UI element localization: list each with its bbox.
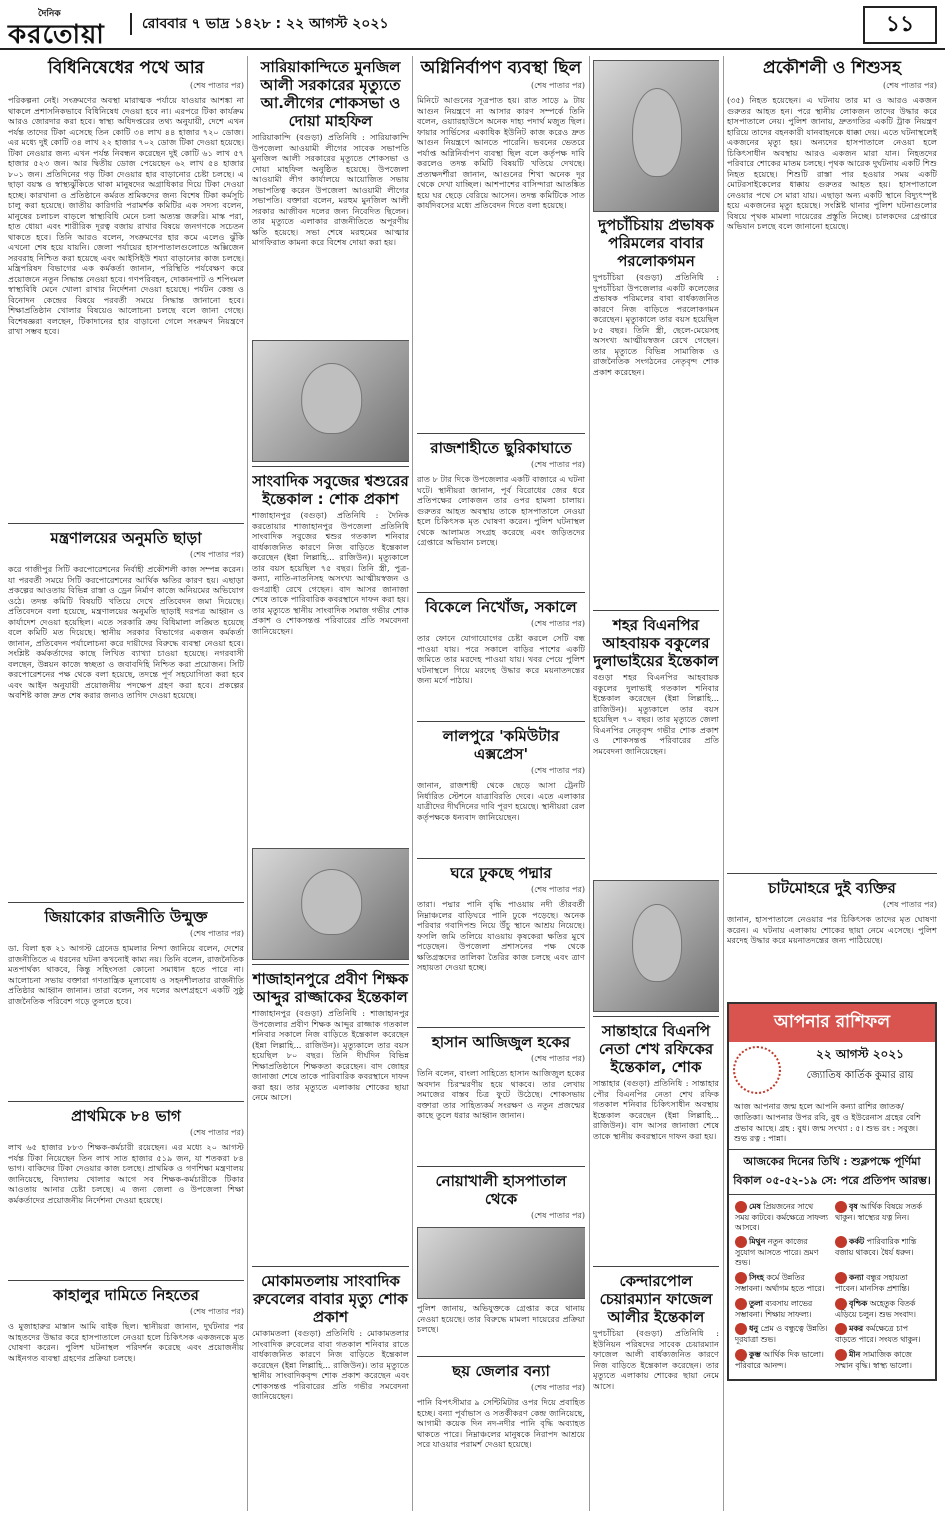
horoscope-sign (732, 1321, 832, 1347)
horoscope-sign (732, 1296, 832, 1322)
continued-note: (শেষ পাতার পর) (530, 1383, 585, 1393)
horoscope-sign (732, 1270, 832, 1296)
article (252, 58, 409, 332)
article-headline: প্রাথমিকে ৮৪ ভাগ (71, 1107, 181, 1126)
article (417, 858, 585, 1019)
article-body: মোকামতলা (বগুড়া) প্রতিনিধি : মোকামতলার সাংবাদিক রুবেলের বাবা গতকাল শনিবার রাতে বার্ধক্যজনিত কারণে নিজ বাড়িতে ইন্তেকাল করেছেন (ইন্না লিল্লাহি... রাজিউন)। তার মৃত্যুতে স্থানীয় সাংবাদিকবৃন্দ শোক প্রকাশ করেছেন এবং শোকসন্তপ্ত পরিবারের প্রতি গভীর সমবেদনা জানিয়েছেন। (252, 1328, 409, 1401)
logo-main-text: করতোয়া (8, 20, 105, 50)
article (417, 1166, 585, 1348)
horoscope-tithi: আজকের দিনের তিথি : শুক্লপক্ষে পূর্ণিমা বিকাল ০৫-৫২-১৯ সে: পরে প্রতিপদ আরম্ভ। (729, 1149, 935, 1195)
zodiac-sign-icon (835, 1323, 847, 1335)
article (417, 592, 585, 713)
face-shape (632, 904, 682, 981)
horoscope-title: আপনার রাশিফল (729, 1004, 935, 1042)
sign-name: কুম্ভ (749, 1350, 761, 1360)
continued-note: (শেষ পাতার পর) (530, 766, 585, 776)
article-body: পানি বিপৎসীমার ৯ সেন্টিমিটার ওপর দিয়ে প্রবাহিত হচ্ছে। বন্যা পূর্বাভাস ও সতর্কীকরণ কেন্দ্র জানিয়েছে, আগামী কয়েক দিন নদ-নদীর পানি বৃদ্ধি অব্যাহত থাকতে পারে। নিম্নাঞ্চলের মানুষকে নিরাপদ আশ্রয়ে সরে যাওয়ার পরামর্শ দেওয়া হয়েছে। (417, 1397, 585, 1450)
horoscope-sign (832, 1347, 932, 1373)
column-4 (593, 56, 719, 1511)
horoscope-intro: আজ আপনার জন্ম হলে আপনি কন্যা রাশির জাতক/জাতিকা। আপনার উপর রবি, বুধ ও ইউরেনাস গ্রহের বেশি প্রভাব আছে। গ্রহ : বুধ। জন্ম সংখ্যা : ৫। শুভ রং : সবুজ। শুভ রত্ন : পান্না। (734, 1101, 921, 1144)
sign-text: নতুন কাজের সুযোগ আসতে পারে। ভ্রমণ শুভ। (735, 1237, 819, 1268)
sign-text: সামাজিক কাজে সম্মান বৃদ্ধি। স্বাস্থ্য ভালো। (835, 1350, 912, 1371)
column-divider (589, 56, 590, 1511)
article (8, 902, 244, 1093)
horoscope-signs (729, 1197, 935, 1375)
article-body: পরিকল্পনা নেই। সংক্রমণের অবস্থা মারাত্মক পর্যায়ে যাওয়ার আশঙ্কা না থাকলে প্রশাসনিকভাবে বিধিনিষেধ দেওয়া হবে না। এরপরে টিকা কার্যক্রম আরও জোরদার করা হবে। স্বাস্থ্য অধিদপ্তরের তথ্য অনুযায়ী, দেশে এখন পর্যন্ত তাদের টিকা এসেছে তিন কোটি ৩৪ লাখ ৪৪ হাজার ৭২০ ডোজ। এর মধ্যে দুই কোটি ৩৪ লাখ ২২ হাজার ৭০২ ডোজ টিকা দেওয়া হয়েছে। টিকা নেওয়ার জন্য এখন পর্যন্ত নিবন্ধন করেছেন দুই কোটি ৬১ লাখ ৫৭ হাজার ৫২৩ জন। আর দ্বিতীয় ডোজ পেয়েছেন ৬২ লাখ ৫৪ হাজার ৮০১ জন। প্রতিদিনের গড় টিকা দেওয়ার হার বাড়ানোর চেষ্টা চলছে। এ ছাড়া বয়স্ক ও স্বাস্থ্যঝুঁকিতে থাকা মানুষদের অগ্রাধিকার দিয়ে টিকা দেওয়া হচ্ছে। কারখানা ও প্রতিষ্ঠানে কর্মরত শ্রমিকদের জন্য বিশেষ টিকা কর্মসূচি চালু করা হয়েছে। জাতীয় কারিগরি পরামর্শক কমিটির এক সদস্য বলেন, মানুষের চলাচল বাড়লে স্বাস্থ্যবিধি মেনে চলা অত্যন্ত জরুরি। মাস্ক পরা, হাত ধোয়া এবং শারীরিক দূরত্ব বজায় রাখার বিষয়ে জনগণকে সচেতন থাকতে হবে। তিনি আরও বলেন, সংক্রমণের হার কমে এলেও ঝুঁকি এখনো শেষ হয়ে যায়নি। জেলা পর্যায়ের হাসপাতালগুলোতে অক্সিজেন সরবরাহ নিশ্চিত করা হয়েছে এবং আইসিইউ শয্যা বাড়ানোর কাজ চলছে। মন্ত্রিপরিষদ বিভাগের এক কর্মকর্তা জানান, পরিস্থিতি পর্যবেক্ষণ করে প্রয়োজনে নতুন সিদ্ধান্ত নেওয়া হবে। গণপরিবহন, দোকানপাট ও শপিংমল স্বাস্থ্যবিধি মেনে খোলা রাখার নির্দেশনা দেওয়া হয়েছে। পর্যটন কেন্দ্র ও বিনোদন কেন্দ্রের বিষয়ে পরবর্তী সময়ে সিদ্ধান্ত জানানো হবে। শিক্ষাপ্রতিষ্ঠান খোলার বিষয়েও আলোচনা চলছে বলে জানা গেছে। বিশেষজ্ঞরা বলছেন, টিকাদানের হার বাড়ানো গেলে সংক্রমণ নিয়ন্ত্রণে রাখা সম্ভব হবে। (8, 95, 244, 337)
continued-note: (শেষ পাতার পর) (882, 900, 937, 910)
article-headline: নোয়াখালী হাসপাতাল থেকে (435, 1172, 567, 1209)
article (417, 58, 585, 425)
article (417, 721, 585, 850)
article (252, 964, 409, 1258)
article-headline: সারিয়াকান্দিতে মুনজিল আলী সরকারের মৃত্যুতে আ.লীগের শোকসভা ও দোয়া মাহফিল (260, 58, 401, 130)
article-headline: বিকেলে নিখোঁজ, সকালে (425, 598, 577, 617)
article-headline: হাসান আজিজুল হকের (431, 1033, 571, 1052)
sign-text: কর্মে উন্নতির সম্ভাবনা। অর্থাগম হতে পারে। (735, 1272, 825, 1293)
article-body: লাখ ৬৫ হাজার ৮৮৩ শিক্ষক-কর্মচারী রয়েছেন। এর মধ্যে ২০ আগস্ট পর্যন্ত টিকা নিয়েছেন তিন লাখ সাত হাজার ৫১৯ জন, যা শতকরা ৮৪ ভাগ। বাকিদের টিকা দেওয়ার কাজ চলছে। প্রাথমিক ও গণশিক্ষা মন্ত্রণালয় জানিয়েছে, বিদ্যালয় খোলার আগে সব শিক্ষক-কর্মচারীকে টিকার আওতায় আনার চেষ্টা চলছে। এ জন্য জেলা ও উপজেলা শিক্ষা কর্মকর্তাদের প্রয়োজনীয় নির্দেশনা দেওয়া হয়েছে। (8, 1142, 244, 1205)
article-headline: দুপচাঁচিয়ায় প্রভাষক পরিমলের বাবার পরলোকগমন (598, 216, 714, 270)
article-headline: কেন্দারপোল চেয়ারম্যান ফাজেল আলীর ইন্তেকাল (599, 1272, 713, 1326)
column-divider (247, 56, 248, 1511)
zodiac-sign-icon (835, 1201, 847, 1213)
sign-name: সিংহ (749, 1272, 764, 1282)
article-headline: বিধিনিষেধের পথে আর (47, 58, 205, 78)
sign-name: ধনু (749, 1324, 759, 1334)
article (727, 873, 937, 994)
article-body: (৩৫) নিহত হয়েছেন। এ ঘটনায় তার মা ও আরও একজন গুরুতর আহত হন। পরে স্থানীয় লোকজন তাদের উদ্ধার করে হাসপাতালে নেয়। পুলিশ জানায়, দ্রুতগতির একটি ট্রাক নিয়ন্ত্রণ হারিয়ে তাদের বহনকারী যানবাহনকে ধাক্কা দেয়। এতে ঘটনাস্থলেই একজনের মৃত্যু হয়। অন্যদের হাসপাতালে নেওয়া হলে চিকিৎসাধীন অবস্থায় আরও একজন মারা যান। নিহতদের পরিবারে শোকের মাতম চলছে। পৃথক আরেক দুর্ঘটনায় একটি শিশু নিহত হয়েছে। শিশুটি রাস্তা পার হওয়ার সময় একটি মোটরসাইকেলের ধাক্কায় গুরুতর আহত হয়। হাসপাতালে নেওয়ার পথে সে মারা যায়। এছাড়া অন্য একটি স্থানে বিদ্যুৎস্পৃষ্ট হয়ে একজনের মৃত্যু হয়েছে। সংশ্লিষ্ট থানার পুলিশ ঘটনাগুলোর বিষয়ে পৃথক মামলা দায়েরের প্রস্তুতি নিচ্ছে। চালকদের গ্রেপ্তারে অভিযান চলছে বলে জানানো হয়েছে। (727, 95, 937, 232)
article-headline: অগ্নিনির্বাপণ ব্যবস্থা ছিল (420, 58, 582, 78)
zodiac-sign-icon (835, 1272, 847, 1284)
article-body: জানান, হাসপাতালে নেওয়ার পর চিকিৎসক তাদের মৃত ঘোষণা করেন। এ ঘটনায় এলাকায় শোকের ছায়া নেমে এসেছে। পুলিশ মরদেহ উদ্ধার করে ময়নাতদন্তের জন্য পাঠিয়েছে। (727, 914, 937, 946)
article-body: ডা. বিলা হক ২১ আগস্ট গ্রেনেড হামলার নিন্দা জানিয়ে বলেন, দেশের রাজনীতিতে এ ধরনের ঘটনা কখনোই কাম্য নয়। তিনি বলেন, রাজনৈতিক মতপার্থক্য থাকবে, কিন্তু সহিংসতা কোনো সমাধান হতে পারে না। আলোচনা সভায় বক্তারা গণতান্ত্রিক মূল্যবোধ ও সহনশীলতার রাজনীতি প্রতিষ্ঠার আহ্বান জানান। তারা বলেন, সব দলের অংশগ্রহণে একটি সুষ্ঠু রাজনৈতিক পরিবেশ গড়ে তুলতে হবে। (8, 943, 244, 1006)
article-body: দুপচাঁচিয়া (বগুড়া) প্রতিনিধি : ইউনিয়ন পরিষদের সাবেক চেয়ারম্যান ফাজেল আলী বার্ধক্যজনিত কারণে নিজ বাড়িতে ইন্তেকাল করেছেন। তার মৃত্যুতে এলাকায় শোকের ছায়া নেমে আসে। (593, 1328, 719, 1391)
horoscope-sign (832, 1199, 932, 1234)
sign-text: কর্মক্ষেত্রে চাপ বাড়তে পারে। সংযত থাকুন। (835, 1324, 921, 1345)
article-headline: কাহালুর দামিতে নিহতের (53, 1286, 199, 1305)
horoscope-sign (832, 1234, 932, 1269)
article (252, 1266, 409, 1488)
column-5 (727, 56, 937, 1511)
article (252, 466, 409, 840)
article-body: শাজাহানপুর (বগুড়া) প্রতিনিধি : দৈনিক করতোয়ার শাজাহানপুর উপজেলা প্রতিনিধি সাংবাদিক সবুজের শ্বশুর গতকাল শনিবার বার্ধক্যজনিত কারণে নিজ বাড়িতে ইন্তেকাল করেছেন (ইন্না লিল্লাহি... রাজিউন)। মৃত্যুকালে তার বয়স হয়েছিল ৭৫ বছর। তিনি স্ত্রী, পুত্র-কন্যা, নাতি-নাতনিসহ অসংখ্য আত্মীয়স্বজন ও গুণগ্রাহী রেখে গেছেন। বাদ আসর জানাজা শেষে তাকে পারিবারিক কবরস্থানে দাফন করা হয়। তার মৃত্যুতে স্থানীয় সাংবাদিক সমাজ গভীর শোক প্রকাশ ও শোকসন্তপ্ত পরিবারের প্রতি সমবেদনা জানিয়েছেন। (252, 510, 409, 636)
article (727, 58, 937, 865)
article-headline: সান্তাহারে বিএনপি নেতা শেখ রফিকের ইন্তেকাল, শোক (598, 1022, 714, 1076)
horoscope-sign (832, 1270, 932, 1296)
article-body: রাত ৮ টার দিকে উপজেলার একটি বাজারে এ ঘটনা ঘটে। স্থানীয়রা জানান, পূর্ব বিরোধের জের ধরে প্রতিপক্ষের লোকজন তার ওপর হামলা চালায়। গুরুতর আহত অবস্থায় তাকে হাসপাতালে নেওয়া হলে চিকিৎসক মৃত ঘোষণা করেন। পুলিশ ঘটনাস্থল থেকে আলামত সংগ্রহ করেছে এবং জড়িতদের গ্রেপ্তারে অভিযান চলছে। (417, 474, 585, 548)
article-body: জানান, রাজশাহী থেকে ছেড়ে আসা ট্রেনটি নির্ধারিত স্টেশনে যাত্রাবিরতি দেবে। এতে এলাকার যাত্রীদের দীর্ঘদিনের দাবি পূরণ হয়েছে। স্থানীয়রা রেল কর্তৃপক্ষকে ধন্যবাদ জানিয়েছেন। (417, 780, 585, 822)
sign-name: বৃষ (849, 1202, 858, 1212)
zodiac-sign-icon (835, 1349, 847, 1361)
continued-note: (শেষ পাতার পর) (189, 1307, 244, 1317)
sign-name: মেষ (749, 1202, 761, 1212)
article-body: সারিয়াকান্দি (বগুড়া) প্রতিনিধি : সারিয়াকান্দি উপজেলা আওয়ামী লীগের সাবেক সভাপতি মুনজিল আলী সরকারের মৃত্যুতে শোকসভা ও দোয়া মাহফিল অনুষ্ঠিত হয়েছে। উপজেলা আওয়ামী লীগ কার্যালয়ে আয়োজিত সভায় সভাপতিত্ব করেন উপজেলা আওয়ামী লীগের সভাপতি। বক্তারা বলেন, মরহুম মুনজিল আলী সরকার আজীবন দলের জন্য নিবেদিত ছিলেন। তার মৃত্যুতে এলাকার রাজনীতিতে অপূরণীয় ক্ষতি হয়েছে। সভা শেষে মরহুমের আত্মার মাগফিরাত কামনা করে বিশেষ দোয়া করা হয়। (252, 132, 409, 247)
sign-text: অহেতুক বিতর্ক এড়িয়ে চলুন। শুভ সংবাদ। (835, 1298, 916, 1319)
article-body: তিনি বলেন, বাংলা সাহিত্যে হাসান আজিজুল হকের অবদান চিরস্মরণীয় হয়ে থাকবে। তার লেখায় সমাজের বাস্তব চিত্র ফুটে উঠেছে। শোকসভায় বক্তারা তার সাহিত্যকর্ম সংরক্ষণ ও নতুন প্রজন্মের কাছে তুলে ধরার আহ্বান জানান। (417, 1068, 585, 1121)
article (8, 1280, 244, 1461)
article-headline: শহর বিএনপির আহবায়ক বকুলের দুলাভাইয়ের ইন্তেকাল (593, 616, 719, 670)
portrait-photo (593, 60, 719, 212)
sign-name: মকর (849, 1324, 864, 1334)
sign-name: কন্যা (849, 1272, 864, 1282)
zodiac-sign-icon (735, 1272, 747, 1284)
continued-note: (শেষ পাতার পর) (530, 1054, 585, 1064)
article-headline: জিয়াকোর রাজনীতি উন্মুক্ত (44, 908, 208, 927)
article (8, 58, 244, 515)
sign-name: তুলা (749, 1298, 763, 1308)
zodiac-sign-icon (835, 1236, 847, 1248)
continued-note: (শেষ পাতার পর) (530, 619, 585, 629)
zodiac-sign-icon (835, 1298, 847, 1310)
face-shape (632, 88, 682, 177)
face-shape (301, 363, 363, 435)
article-headline: চাটমোহরে দুই ব্যক্তির (768, 879, 896, 898)
article (417, 1356, 585, 1487)
article (593, 1266, 719, 1448)
continued-note: (শেষ পাতার পর) (530, 81, 585, 91)
horoscope-author: জ্যোতিষ কার্তিক কুমার রায় (806, 1070, 914, 1082)
article-headline: মন্ত্রণালয়ের অনুমতি ছাড়া (50, 529, 202, 548)
sign-text: বন্ধুর সহায়তা পাবেন। মানসিক প্রশান্তি। (835, 1272, 910, 1293)
masthead (0, 0, 945, 50)
horoscope-sign (832, 1321, 932, 1347)
continued-note: (শেষ পাতার পর) (530, 460, 585, 470)
portrait-photo (252, 848, 409, 960)
article-headline: লালপুরে 'কমিউটার এক্সপ্রেস' (442, 727, 560, 764)
article-body: পুলিশ জানায়, অভিযুক্তকে গ্রেপ্তার করে থানায় নেওয়া হয়েছে। তার বিরুদ্ধে মামলা দায়েরের প্রক্রিয়া চলছে। (417, 1303, 585, 1335)
article-body: শাজাহানপুর (বগুড়া) প্রতিনিধি : শাজাহানপুর উপজেলার প্রবীণ শিক্ষক আব্দুর রাজ্জাক গতকাল শনিবার সকালে নিজ বাড়িতে ইন্তেকাল করেছেন (ইন্না লিল্লাহি... রাজিউন)। মৃত্যুকালে তার বয়স হয়েছিল ৮০ বছর। তিনি দীর্ঘদিন বিভিন্ন শিক্ষাপ্রতিষ্ঠানে শিক্ষকতা করেছেন। বাদ জোহর জানাজা শেষে তাকে পারিবারিক কবরস্থানে দাফন করা হয়। তার মৃত্যুতে এলাকায় শোকের ছায়া নেমে আসে। (252, 1008, 409, 1102)
article-headline: ঘরে ঢুকছে পদ্মার (450, 864, 552, 883)
continued-note: (শেষ পাতার পর) (189, 1128, 244, 1138)
portrait-photo (593, 880, 719, 1012)
article (417, 433, 585, 584)
logo-small-text: দৈনিক (38, 9, 61, 19)
sign-name: বৃশ্চিক (849, 1298, 868, 1308)
article-body: বগুড়া শহর বিএনপির আহবায়ক বকুলের দুলাভাই গতকাল শনিবার ইন্তেকাল করেছেন (ইন্না লিল্লাহি... রাজিউন)। মৃত্যুকালে তার বয়স হয়েছিল ৭০ বছর। তার মৃত্যুতে জেলা বিএনপির নেতৃবৃন্দ গভীর শোক প্রকাশ ও শোকসন্তপ্ত পরিবারের প্রতি সমবেদনা জানিয়েছেন। (593, 672, 719, 756)
newspaper-logo (8, 6, 118, 50)
column-2 (252, 56, 409, 1511)
sign-text: আর্থিক দিক ভালো। পরিবারে আনন্দ। (735, 1350, 824, 1371)
article (8, 523, 244, 894)
horoscope-sign (732, 1199, 832, 1234)
column-3 (417, 56, 585, 1511)
article-body: করে গাজীপুর সিটি করপোরেশনের নির্বাহী প্রকৌশলী কাজ সম্পন্ন করেন। যা পরবর্তী সময়ে সিটি করপোরেশনের আর্থিক ক্ষতির কারণ হয়। এছাড়া প্রকল্পের আওতায় বিভিন্ন রাস্তা ও ড্রেন নির্মাণ কাজে অনিয়মের অভিযোগ ওঠে। তদন্ত কমিটি বিষয়টি খতিয়ে দেখে প্রতিবেদন জমা দিয়েছে। প্রতিবেদনে বলা হয়েছে, মন্ত্রণালয়ের অনুমতি ছাড়াই দরপত্র আহ্বান ও কার্যাদেশ দেওয়া হয়েছিল। এতে সরকারি ক্রয় বিধিমালা লঙ্ঘিত হয়েছে বলে কমিটি মত দিয়েছে। স্থানীয় সরকার বিভাগের একজন কর্মকর্তা জানান, প্রতিবেদন পর্যালোচনা করে দায়ীদের বিরুদ্ধে ব্যবস্থা নেওয়া হবে। সংশ্লিষ্ট কর্মকর্তাদের কাছে লিখিত ব্যাখ্যা চাওয়া হয়েছে। নগরবাসী বলছেন, উন্নয়ন কাজে স্বচ্ছতা ও জবাবদিহি নিশ্চিত করা প্রয়োজন। সিটি করপোরেশনের পক্ষ থেকে বলা হয়েছে, তদন্তে পূর্ণ সহযোগিতা করা হবে এবং আইন অনুযায়ী প্রয়োজনীয় পদক্ষেপ গ্রহণ করা হবে। প্রকল্পের অবশিষ্ট কাজ দ্রুত শেষ করার জন্যও তাগিদ দেওয়া হয়েছে। (8, 564, 244, 701)
article-body: তার ফোনে যোগাযোগের চেষ্টা করলে সেটি বন্ধ পাওয়া যায়। পরে সকালে বাড়ির পাশের একটি জমিতে তার মরদেহ পাওয়া যায়। খবর পেয়ে পুলিশ ঘটনাস্থলে গিয়ে মরদেহ উদ্ধার করে ময়নাতদন্তের জন্য মর্গে পাঠায়। (417, 633, 585, 686)
article-headline: ছয় জেলার বন্যা (452, 1362, 550, 1381)
news-photo (417, 1227, 585, 1299)
sign-name: কর্কট (849, 1237, 865, 1247)
continued-note: (শেষ পাতার পর) (530, 885, 585, 895)
sign-name: মিথুন (749, 1237, 766, 1247)
article-body: দুপচাঁচিয়া (বগুড়া) প্রতিনিধি : দুপচাঁচিয়া উপজেলার একটি কলেজের প্রভাষক পরিমলের বাবা বার্ধক্যজনিত কারণে নিজ বাড়িতে পরলোকগমন করেছেন। মৃত্যুকালে তার বয়স হয়েছিল ৮৫ বছর। তিনি স্ত্রী, ছেলে-মেয়েসহ অসংখ্য আত্মীয়স্বজন রেখে গেছেন। তার মৃত্যুতে বিভিন্ন সামাজিক ও রাজনৈতিক সংগঠনের নেতৃবৃন্দ শোক প্রকাশ করেছেন। (593, 272, 719, 377)
horoscope-date: ২২ আগস্ট ২০২১ (816, 1047, 904, 1062)
sign-text: প্রিয়জনের সাথে সময় কাটবে। কর্মক্ষেত্রে সাফল্য আসবে। (735, 1202, 829, 1232)
article-headline: প্রকৌশলী ও শিশুসহ (763, 58, 901, 78)
portrait-photo (252, 340, 409, 462)
issue-date: রোববার ৭ ভাদ্র ১৪২৮ : ২২ আগস্ট ২০২১ (130, 13, 389, 35)
sign-text: আর্থিক বিষয়ে সতর্ক থাকুন। স্বাস্থ্যের যত্ন নিন। (835, 1202, 922, 1223)
column-divider (723, 56, 724, 1511)
sign-name: মীন (849, 1350, 861, 1360)
continued-note: (শেষ পাতার পর) (882, 81, 937, 91)
article (8, 1101, 244, 1272)
zodiac-sign-icon (735, 1201, 747, 1213)
horoscope-sign (732, 1347, 832, 1373)
zodiac-sign-icon (735, 1323, 747, 1335)
continued-note: (শেষ পাতার পর) (530, 1211, 585, 1221)
zodiac-sign-icon (735, 1349, 747, 1361)
sign-text: পারিবারিক শান্তি বজায় থাকবে। ধৈর্য ধরুন। (835, 1237, 917, 1258)
column-divider (412, 56, 413, 1511)
horoscope-sign (732, 1234, 832, 1269)
continued-note: (শেষ পাতার পর) (189, 81, 244, 91)
zodiac-sign-icon (735, 1298, 747, 1310)
article-body: সান্তাহার (বগুড়া) প্রতিনিধি : সান্তাহার পৌর বিএনপির নেতা শেখ রফিক গতকাল শনিবার চিকিৎসাধীন অবস্থায় ইন্তেকাল করেছেন (ইন্না লিল্লাহি... রাজিউন)। বাদ আসর জানাজা শেষে তাকে স্থানীয় কবরস্থানে দাফন করা হয়। (593, 1078, 719, 1141)
continued-note: (শেষ পাতার পর) (189, 550, 244, 560)
column-1 (8, 56, 244, 1511)
article-body: মিনিটে আগুনের সূত্রপাত হয়। রাত সাড়ে ৯ টায় আগুন নিয়ন্ত্রণে না আসার কারণ সম্পর্কে তিনি বলেন, ওয়্যারহাউসে অনেক দাহ্য পদার্থ মজুত ছিল। ফায়ার সার্ভিসের একাধিক ইউনিট কাজ করেও দ্রুত আগুন নিয়ন্ত্রণে আনতে পারেনি। ভবনের ভেতরে পর্যাপ্ত অগ্নিনির্বাপণ ব্যবস্থা ছিল বলে কর্তৃপক্ষ দাবি করলেও তদন্ত কমিটি বিষয়টি খতিয়ে দেখছে। প্রত্যক্ষদর্শীরা জানান, আগুনের শিখা অনেক দূর থেকে দেখা যাচ্ছিল। আশপাশের বাসিন্দারা আতঙ্কিত হয়ে ঘর ছেড়ে বেরিয়ে আসেন। তদন্ত কমিটিকে সাত কার্যদিবসের মধ্যে প্রতিবেদন দিতে বলা হয়েছে। (417, 95, 585, 211)
sign-text: প্রেম ও বন্ধুত্বে উন্নতি। দূরযাত্রা শুভ। (735, 1324, 828, 1345)
article-body: ও মুজাহারুর মাস্তান আমি বাইক ছিল। স্থানীয়রা জানান, দুর্ঘটনার পর আহতদের উদ্ধার করে হাসপাতালে নেওয়া হলে চিকিৎসক একজনকে মৃত ঘোষণা করেন। পুলিশ ঘটনাস্থল পরিদর্শন করেছে এবং প্রয়োজনীয় আইনগত ব্যবস্থা গ্রহণের প্রক্রিয়া চলছে। (8, 1321, 244, 1363)
zodiac-sign-icon (735, 1236, 747, 1248)
zodiac-wheel-icon (733, 1046, 781, 1094)
page-number: ১১ (863, 6, 937, 44)
article-headline: রাজশাহীতে ছুরিকাঘাতে (430, 439, 572, 458)
article (593, 610, 719, 872)
article (593, 1016, 719, 1258)
horoscope-box (727, 1002, 937, 1381)
article-headline: শাজাহানপুরে প্রবীণ শিক্ষক আব্দুর রাজ্জাকের ইন্তেকাল (252, 970, 409, 1006)
article (417, 1027, 585, 1158)
continued-note: (শেষ পাতার পর) (189, 929, 244, 939)
article-body: তারা। পদ্মার পানি বৃদ্ধি পাওয়ায় নদী তীরবর্তী নিম্নাঞ্চলের বাড়িঘরে পানি ঢুকে পড়েছে। অনেক পরিবার গবাদিপশু নিয়ে উঁচু স্থানে আশ্রয় নিয়েছে। ফসলি জমি তলিয়ে যাওয়ায় কৃষকেরা ক্ষতির মুখে পড়েছেন। উপজেলা প্রশাসনের পক্ষ থেকে ক্ষতিগ্রস্তদের তালিকা তৈরির কাজ চলছে এবং ত্রাণ সহায়তা দেওয়া হচ্ছে। (417, 899, 585, 973)
article (593, 216, 719, 602)
article-headline: মোকামতলায় সাংবাদিক রুবেলের বাবার মৃত্যু শোক প্রকাশ (253, 1272, 408, 1326)
sign-text: ব্যবসায় লাভের সম্ভাবনা। শিক্ষায় সাফল্য। (735, 1298, 813, 1319)
face-shape (301, 869, 363, 935)
horoscope-sign (832, 1296, 932, 1322)
article-headline: সাংবাদিক সবুজের শ্বশুরের ইন্তেকাল : শোক প্রকাশ (252, 472, 409, 508)
